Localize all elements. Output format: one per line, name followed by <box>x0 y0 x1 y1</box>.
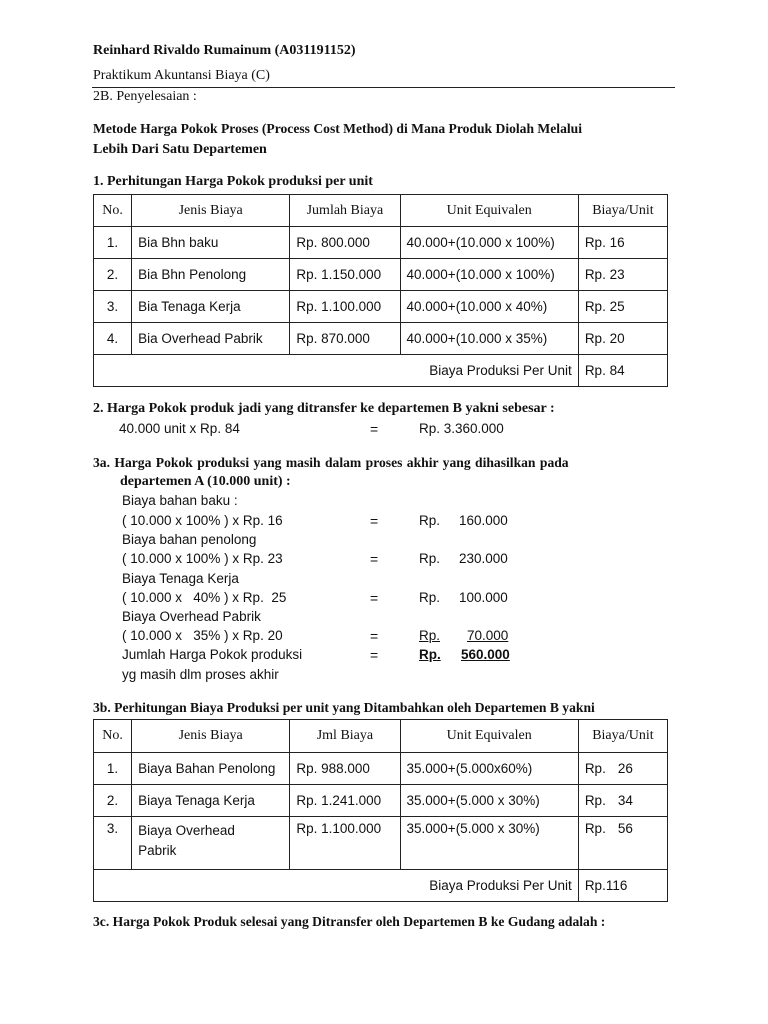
cell-unit: 35.000+(5.000 x 30%) <box>400 785 578 817</box>
cell-unit: 35.000+(5.000 x 30%) <box>400 817 578 870</box>
cell-jumlah: Rp. 870.000 <box>290 323 400 355</box>
total-value: Rp. 84 <box>578 355 667 387</box>
total-label: Biaya Produksi Per Unit <box>94 870 579 902</box>
cell-jenis-line-1: Biaya Overhead <box>138 823 235 838</box>
cell-jenis <box>132 817 290 870</box>
item-calc: ( 10.000 x 35% ) x Rp. 20 <box>122 628 283 643</box>
item-calc: ( 10.000 x 100% ) x Rp. 16 <box>122 513 283 528</box>
item-eq: = <box>370 590 379 606</box>
cell-biaya-rp: Rp. <box>584 821 606 836</box>
part2-eq: = <box>370 421 379 437</box>
table-header-row <box>94 195 668 227</box>
author-line: Reinhard Rivaldo Rumainum (A031191152) <box>93 43 356 58</box>
col-header-no: No. <box>94 720 132 753</box>
col-header-biaya: Biaya/Unit <box>578 195 667 227</box>
item-calc-row <box>0 551 768 571</box>
added-cost-table <box>93 719 668 902</box>
total-label: Biaya Produksi Per Unit <box>94 355 579 387</box>
cell-biaya-value: 56 <box>617 821 633 836</box>
cell-biaya: Rp. 16 <box>578 227 667 259</box>
total-label-1: Jumlah Harga Pokok produksi <box>122 647 303 662</box>
part2-result: Rp. 3.360.000 <box>419 421 504 436</box>
table-row <box>94 817 668 870</box>
cell-biaya: Rp. 23 <box>578 259 667 291</box>
table-row <box>94 227 668 259</box>
item-eq: = <box>370 513 379 529</box>
table-total-row <box>94 355 668 387</box>
cell-jenis-line-2: Pabrik <box>138 843 177 858</box>
cell-jenis: Bia Overhead Pabrik <box>132 323 290 355</box>
table-row <box>94 785 668 817</box>
item-amount: 160.000 <box>459 513 508 528</box>
part3a-heading-1: 3a. Harga Pokok produksi yang masih dalam proses akhir yang dihasilkan pada <box>93 455 569 470</box>
item-rp: Rp. <box>419 590 441 605</box>
table-row <box>94 259 668 291</box>
col-header-jenis: Jenis Biaya <box>132 195 290 227</box>
cell-biaya-value: 26 <box>617 761 633 776</box>
cell-unit: 40.000+(10.000 x 100%) <box>400 227 578 259</box>
table-row <box>94 291 668 323</box>
total-label-2: yg masih dlm proses akhir <box>122 667 279 682</box>
part2-calc: 40.000 unit x Rp. 84 <box>119 421 240 436</box>
cell-unit: 40.000+(10.000 x 100%) <box>400 259 578 291</box>
item-eq: = <box>370 628 379 644</box>
item-rp: Rp. <box>419 551 441 566</box>
header-divider <box>92 87 675 88</box>
table-total-row <box>94 870 668 902</box>
cell-biaya: Rp. 20 <box>578 323 667 355</box>
total-amount: 560.000 <box>461 647 510 662</box>
part3b-heading: 3b. Perhitungan Biaya Produksi per unit yang Ditambahkan oleh Departemen B yakni <box>93 700 595 715</box>
cell-jumlah: Rp. 1.241.000 <box>290 785 400 817</box>
item-eq: = <box>370 551 379 567</box>
part2-calc-row <box>0 421 768 441</box>
cell-biaya-value: 34 <box>617 793 633 808</box>
cell-no: 1. <box>94 227 132 259</box>
item-calc-row <box>0 590 768 610</box>
cell-jenis: Bia Tenaga Kerja <box>132 291 290 323</box>
cell-jenis: Bia Bhn baku <box>132 227 290 259</box>
cell-jumlah: Rp. 1.150.000 <box>290 259 400 291</box>
cell-biaya <box>578 785 667 817</box>
course-line: Praktikum Akuntansi Biaya (C) <box>93 68 270 83</box>
total-rp: Rp. <box>419 647 441 662</box>
cell-biaya-rp: Rp. <box>584 761 606 776</box>
item-calc: ( 10.000 x 40% ) x Rp. 25 <box>122 590 287 605</box>
intro-line-1: Metode Harga Pokok Proses (Process Cost Method) di Mana Produk Diolah Melalui <box>93 121 582 136</box>
item-calc: ( 10.000 x 100% ) x Rp. 23 <box>122 551 283 566</box>
cell-no: 4. <box>94 323 132 355</box>
cell-unit: 40.000+(10.000 x 35%) <box>400 323 578 355</box>
item-label: Biaya bahan baku : <box>122 493 238 508</box>
item-label: Biaya bahan penolong <box>122 532 257 547</box>
cell-no: 2. <box>94 785 132 817</box>
table-row <box>94 753 668 785</box>
cell-unit: 35.000+(5.000x60%) <box>400 753 578 785</box>
col-header-jumlah: Jml Biaya <box>290 720 400 753</box>
part2-heading: 2. Harga Pokok produk jadi yang ditransfer ke departemen B yakni sebesar : <box>93 401 555 416</box>
col-header-jumlah: Jumlah Biaya <box>290 195 400 227</box>
item-calc-row <box>0 628 768 648</box>
cell-jenis: Bia Bhn Penolong <box>132 259 290 291</box>
item-label: Biaya Overhead Pabrik <box>122 609 261 624</box>
item-label: Biaya Tenaga Kerja <box>122 571 239 586</box>
cell-biaya-rp: Rp. <box>584 793 606 808</box>
col-header-unit: Unit Equivalen <box>400 195 578 227</box>
col-header-jenis: Jenis Biaya <box>132 720 290 753</box>
cell-biaya <box>578 817 667 870</box>
col-header-biaya: Biaya/Unit <box>578 720 667 753</box>
cell-no: 1. <box>94 753 132 785</box>
col-header-unit: Unit Equivalen <box>400 720 578 753</box>
table-row <box>94 323 668 355</box>
total-row <box>0 647 768 667</box>
cell-jumlah: Rp. 988.000 <box>290 753 400 785</box>
item-amount: 230.000 <box>459 551 508 566</box>
cell-jenis: Biaya Bahan Penolong <box>132 753 290 785</box>
total-eq: = <box>370 647 379 663</box>
part3a-heading-2: departemen A (10.000 unit) : <box>120 474 291 489</box>
cost-per-unit-table <box>93 194 668 387</box>
cell-no: 3. <box>94 291 132 323</box>
cell-biaya: Rp. 25 <box>578 291 667 323</box>
cell-jumlah: Rp. 1.100.000 <box>290 817 400 870</box>
cell-unit: 40.000+(10.000 x 40%) <box>400 291 578 323</box>
section-title: 2B. Penyelesaian : <box>93 89 197 104</box>
cell-biaya <box>578 753 667 785</box>
col-header-no: No. <box>94 195 132 227</box>
cell-no: 2. <box>94 259 132 291</box>
cell-jumlah: Rp. 1.100.000 <box>290 291 400 323</box>
part1-heading: 1. Perhitungan Harga Pokok produksi per unit <box>93 174 373 189</box>
part3c-heading: 3c. Harga Pokok Produk selesai yang Ditransfer oleh Departemen B ke Gudang adalah : <box>93 914 606 929</box>
cell-no: 3. <box>94 817 132 870</box>
total-value: Rp.116 <box>578 870 667 902</box>
table-header-row <box>94 720 668 753</box>
item-rp: Rp. <box>419 628 441 643</box>
intro-line-2: Lebih Dari Satu Departemen <box>93 142 267 157</box>
item-amount: 100.000 <box>459 590 508 605</box>
item-calc-row <box>0 513 768 533</box>
cell-jenis: Biaya Tenaga Kerja <box>132 785 290 817</box>
item-rp: Rp. <box>419 513 441 528</box>
item-amount: 70.000 <box>467 628 509 643</box>
cell-jumlah: Rp. 800.000 <box>290 227 400 259</box>
